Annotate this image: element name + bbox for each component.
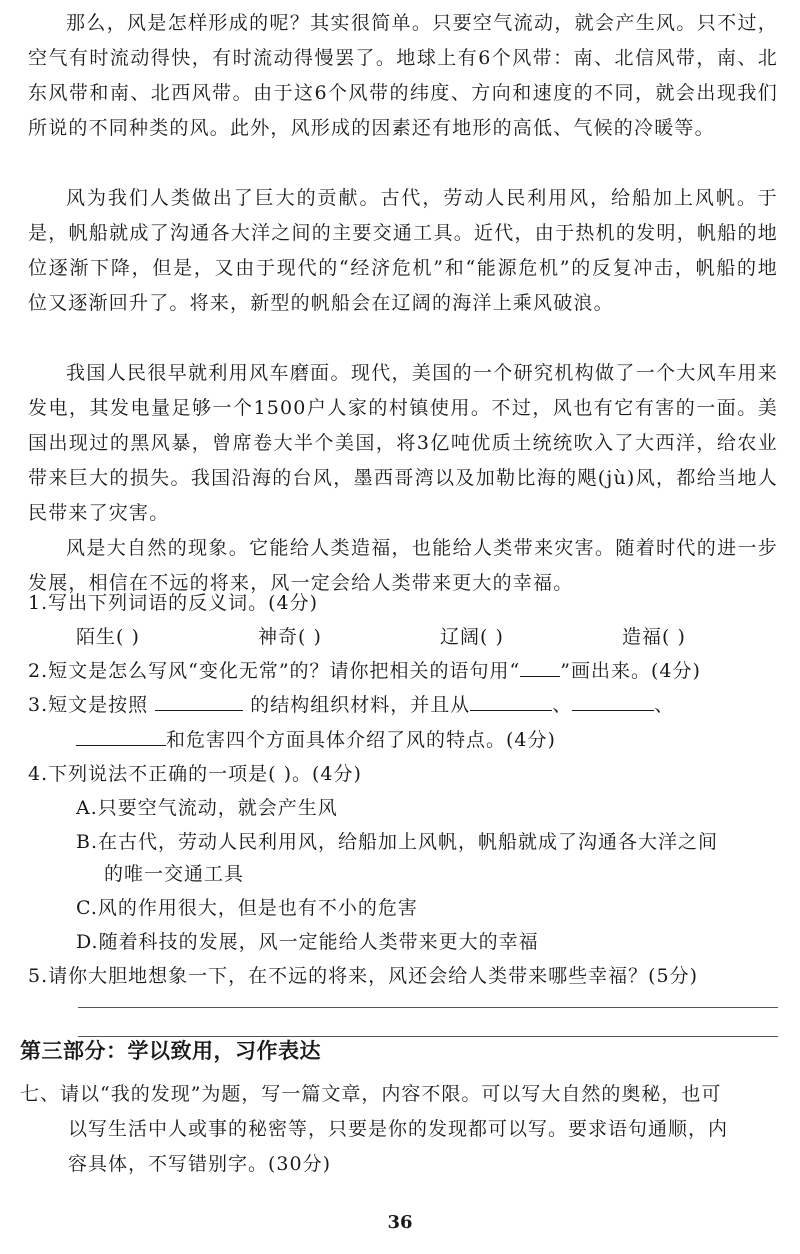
passage-paragraph-4: 风是大自然的现象。它能给人类造福，也能给人类带来灾害。随着时代的进一步发展，相信在不远的将来，风一定会给人类带来更大的幸福。: [28, 537, 778, 594]
antonym-word-4[interactable]: 造福( ): [622, 626, 686, 648]
question-4: 4.下列说法不正确的一项是( )。(4分): [28, 763, 362, 785]
answer-blank[interactable]: [520, 654, 560, 677]
question-3-text-b: 的结构组织材料，并且从: [250, 694, 471, 716]
question-3-line-2: [76, 723, 776, 758]
question-3-text-line2: 和危害四个方面具体介绍了风的特点。(4分): [166, 729, 556, 751]
question-3-text-d: 、: [654, 694, 675, 716]
answer-blank[interactable]: [572, 688, 654, 711]
question-2-text-after: ”画出来。(4分): [560, 660, 701, 682]
passage-paragraph-2: 风为我们人类做出了巨大的贡献。古代，劳动人民利用风，给船加上风帆。于是，帆船就成了沟通各大洋之间的主要交通工具。近代，由于热机的发明，帆船的地位逐渐下降，但是，又由于现代的“经济危机”和“能源危机”的反复冲击，帆船的地位又逐渐回升了。将来，新型的帆船会在辽阔的海洋上乘风破浪。: [28, 187, 778, 314]
section-title: 第三部分：学以致用，习作表达: [20, 1039, 321, 1063]
question-4-option-c[interactable]: C.风的作用很大，但是也有不小的危害: [76, 897, 418, 919]
antonym-word-2[interactable]: 神奇( ): [258, 626, 322, 648]
question-4-option-a[interactable]: A.只要空气流动，就会产生风: [76, 797, 338, 819]
antonym-row: [76, 620, 776, 655]
question-4-option-b-cont: 的唯一交通工具: [104, 863, 245, 885]
question-2: [28, 654, 788, 689]
question-2-text-before: 2.短文是怎么写风“变化无常”的？请你把相关的语句用“: [28, 660, 521, 682]
question-3-text-c: 、: [552, 694, 573, 716]
antonym-word-3[interactable]: 辽阔( ): [440, 626, 504, 648]
answer-line-1[interactable]: [78, 1007, 778, 1008]
antonym-word-1[interactable]: 陌生( ): [76, 626, 140, 648]
writing-task-line-2: 以写生活中人或事的秘密等，只要是你的发现都可以写。要求语句通顺，内: [68, 1118, 729, 1140]
writing-task-line-3: 容具体，不写错别字。(30分): [68, 1153, 332, 1175]
question-1: 1.写出下列词语的反义词。(4分): [28, 592, 319, 614]
page-number: 36: [387, 1212, 413, 1233]
answer-blank[interactable]: [155, 688, 243, 711]
passage-paragraph-1: 那么，风是怎样形成的呢？其实很简单。只要空气流动，就会产生风。只不过，空气有时流动得快，有时流动得慢罢了。地球上有6个风带：南、北信风带，南、北东风带和南、北西风带。由于这6个风带的纬度、方向和速度的不同，就会出现我们所说的不同种类的风。此外，风形成的因素还有地形的高低、气候的冷暖等。: [28, 12, 778, 139]
passage-paragraph-3: 我国人民很早就利用风车磨面。现代，美国的一个研究机构做了一个大风车用来发电，其发电量足够一个1500户人家的村镇使用。不过，风也有它有害的一面。美国出现过的黑风暴，曾席卷大半个美国，将3亿吨优质土统统吹入了大西洋，给农业带来巨大的损失。我国沿海的台风，墨西哥湾以及加勒比海的飓(jù)风，都给当地人民带来了灾害。: [28, 362, 778, 524]
question-4-option-d[interactable]: D.随着科技的发展，风一定能给人类带来更大的幸福: [76, 931, 539, 953]
answer-blank[interactable]: [470, 688, 552, 711]
question-4-option-b[interactable]: B.在古代，劳动人民利用风，给船加上风帆，帆船就成了沟通各大洋之间: [76, 831, 719, 853]
question-3: [28, 688, 788, 723]
question-3-text-a: 3.短文是按照: [28, 694, 149, 716]
writing-task-line-1: 七、请以“我的发现”为题，写一篇文章，内容不限。可以写大自然的奥秘，也可: [20, 1083, 722, 1105]
answer-blank[interactable]: [76, 723, 166, 746]
question-5: 5.请你大胆地想象一下，在不远的将来，风还会给人类带来哪些幸福？(5分): [28, 965, 699, 987]
